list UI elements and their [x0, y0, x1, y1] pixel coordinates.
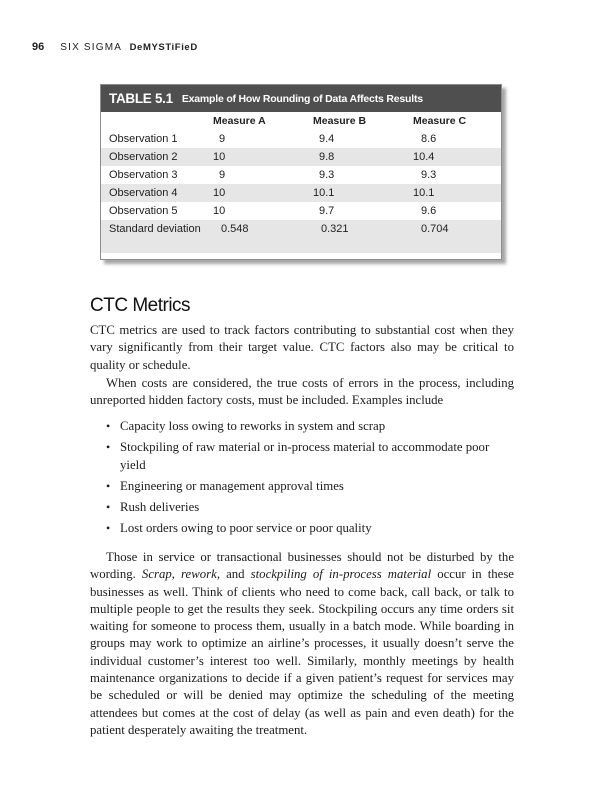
bullet-icon: •	[106, 440, 111, 455]
cell-value: 9	[219, 169, 226, 181]
row-label: Observation 4	[101, 184, 213, 202]
table-cell	[413, 148, 501, 166]
table-row	[101, 166, 501, 184]
column-header: Measure A	[213, 115, 266, 127]
paragraph-text	[90, 549, 514, 739]
cell-value: 10	[213, 205, 226, 217]
table-row	[101, 220, 501, 253]
series-title: SIX SIGMA	[60, 42, 122, 53]
table-cell	[213, 184, 313, 202]
table-cell	[213, 202, 313, 220]
bullet-icon: •	[106, 478, 111, 493]
column-header	[101, 112, 213, 130]
row-label: Observation 1	[109, 133, 178, 145]
cell-value: 10.1	[413, 187, 435, 199]
cell-value: 10	[213, 187, 226, 199]
cell-value: 8.6	[421, 133, 437, 145]
emphasis-text: Scrap	[141, 567, 172, 582]
paragraph	[90, 549, 514, 739]
emphasis-text: rework	[181, 567, 217, 582]
row-label: Observation 2	[101, 148, 213, 166]
bullet-list	[106, 418, 514, 542]
paragraph	[90, 322, 514, 374]
row-label: Standard deviation	[101, 220, 213, 253]
table-cell	[313, 220, 413, 253]
cell-value: 9.3	[319, 169, 335, 181]
table-cell	[213, 166, 313, 184]
table-label: TABLE 5.1	[109, 91, 173, 106]
bullet-icon: •	[106, 419, 111, 433]
cell-value: 9.7	[319, 205, 335, 217]
cell-value: 10.1	[313, 187, 335, 199]
table-title-bar	[101, 85, 501, 112]
table-cell	[413, 130, 501, 148]
list-item-text: Capacity loss owing to reworks in system and scrap	[120, 419, 386, 433]
cell-value: 0.704	[421, 223, 449, 235]
cell-value: 9.6	[421, 205, 437, 217]
text-run: , and	[216, 567, 251, 582]
list-item-text: Stockpiling of raw material or in-process material to accommodate poor yield	[120, 440, 490, 472]
data-table	[101, 112, 501, 253]
cell-value: 9.4	[319, 133, 335, 145]
running-head	[32, 41, 198, 53]
list-item	[106, 418, 514, 435]
emphasis-text: stockpiling of in-process material	[250, 567, 432, 582]
cell-value: 9	[219, 133, 226, 145]
table-cell	[313, 166, 413, 184]
row-label: Observation 3	[109, 169, 178, 181]
table-row	[101, 130, 501, 148]
table-cell	[313, 130, 413, 148]
table-cell	[313, 202, 413, 220]
paragraph-text: When costs are considered, the true costs of errors in the process, including unreported hidden factory costs, must be included. Examples include	[90, 376, 514, 408]
table-cell	[413, 220, 501, 253]
table-cell	[413, 202, 501, 220]
list-item	[106, 478, 514, 495]
list-item	[106, 520, 514, 537]
text-run: Those in service or transactional businesses should not be disturbed by the wording.	[90, 550, 514, 582]
cell-value: 10.4	[413, 151, 435, 163]
brand-title: DeMYSTiFieD	[129, 42, 198, 53]
table-row	[101, 148, 501, 166]
text-run: ,	[171, 567, 182, 582]
paragraph-text: CTC metrics are used to track factors contributing to substantial cost when they vary significantly from their target value. CTC factors also may be critical to quality or schedule.	[90, 323, 514, 372]
table-5-1	[100, 84, 502, 260]
table-row	[101, 184, 501, 202]
cell-value: 0.548	[221, 223, 249, 235]
list-item	[106, 439, 514, 474]
bullet-icon: •	[106, 500, 111, 515]
table-cell	[213, 148, 313, 166]
column-header: Measure B	[313, 115, 367, 127]
text-run: occur in these businesses as well. Think of clients who need to come back, call back, or talk to multiple people to get the results they seek. Stockpiling occurs any time orders sit waiting for someone to process them, usually in a batch mode. While boarding in groups may work to optimize an airline’s processes, it usually doesn’t serve the individual customer’s interest too well. Similarly, monthly meetings by health maintenance organizations to decide if a given patient’s request for services may be scheduled or will be denied may optimize the scheduling of the meeting attendees but comes at the cost of delay (as well as pain and even death) for the patient desperately awaiting the treatment.	[90, 567, 514, 737]
table-cell	[313, 148, 413, 166]
list-item-text: Engineering or management approval times	[120, 478, 344, 493]
table-cell	[413, 184, 501, 202]
list-item-text: Lost orders owing to poor service or poor quality	[120, 521, 372, 536]
cell-value: 9.8	[319, 151, 335, 163]
table-cell	[313, 184, 413, 202]
paragraph	[90, 375, 514, 410]
cell-value: 0.321	[321, 223, 349, 235]
table-row	[101, 202, 501, 220]
list-item-text: Rush deliveries	[120, 500, 200, 515]
cell-value: 10	[213, 151, 226, 163]
row-label: Observation 5	[109, 205, 178, 217]
bullet-icon: •	[106, 521, 111, 536]
table-caption: Example of How Rounding of Data Affects Results	[181, 92, 423, 105]
section-heading: CTC Metrics	[90, 295, 191, 316]
table-header-row	[101, 112, 501, 130]
cell-value: 9.3	[421, 169, 437, 181]
list-item	[106, 499, 514, 516]
column-header: Measure C	[413, 115, 467, 127]
page-number: 96	[32, 41, 45, 53]
table-cell	[213, 220, 313, 253]
table-cell	[413, 166, 501, 184]
table-cell	[213, 130, 313, 148]
